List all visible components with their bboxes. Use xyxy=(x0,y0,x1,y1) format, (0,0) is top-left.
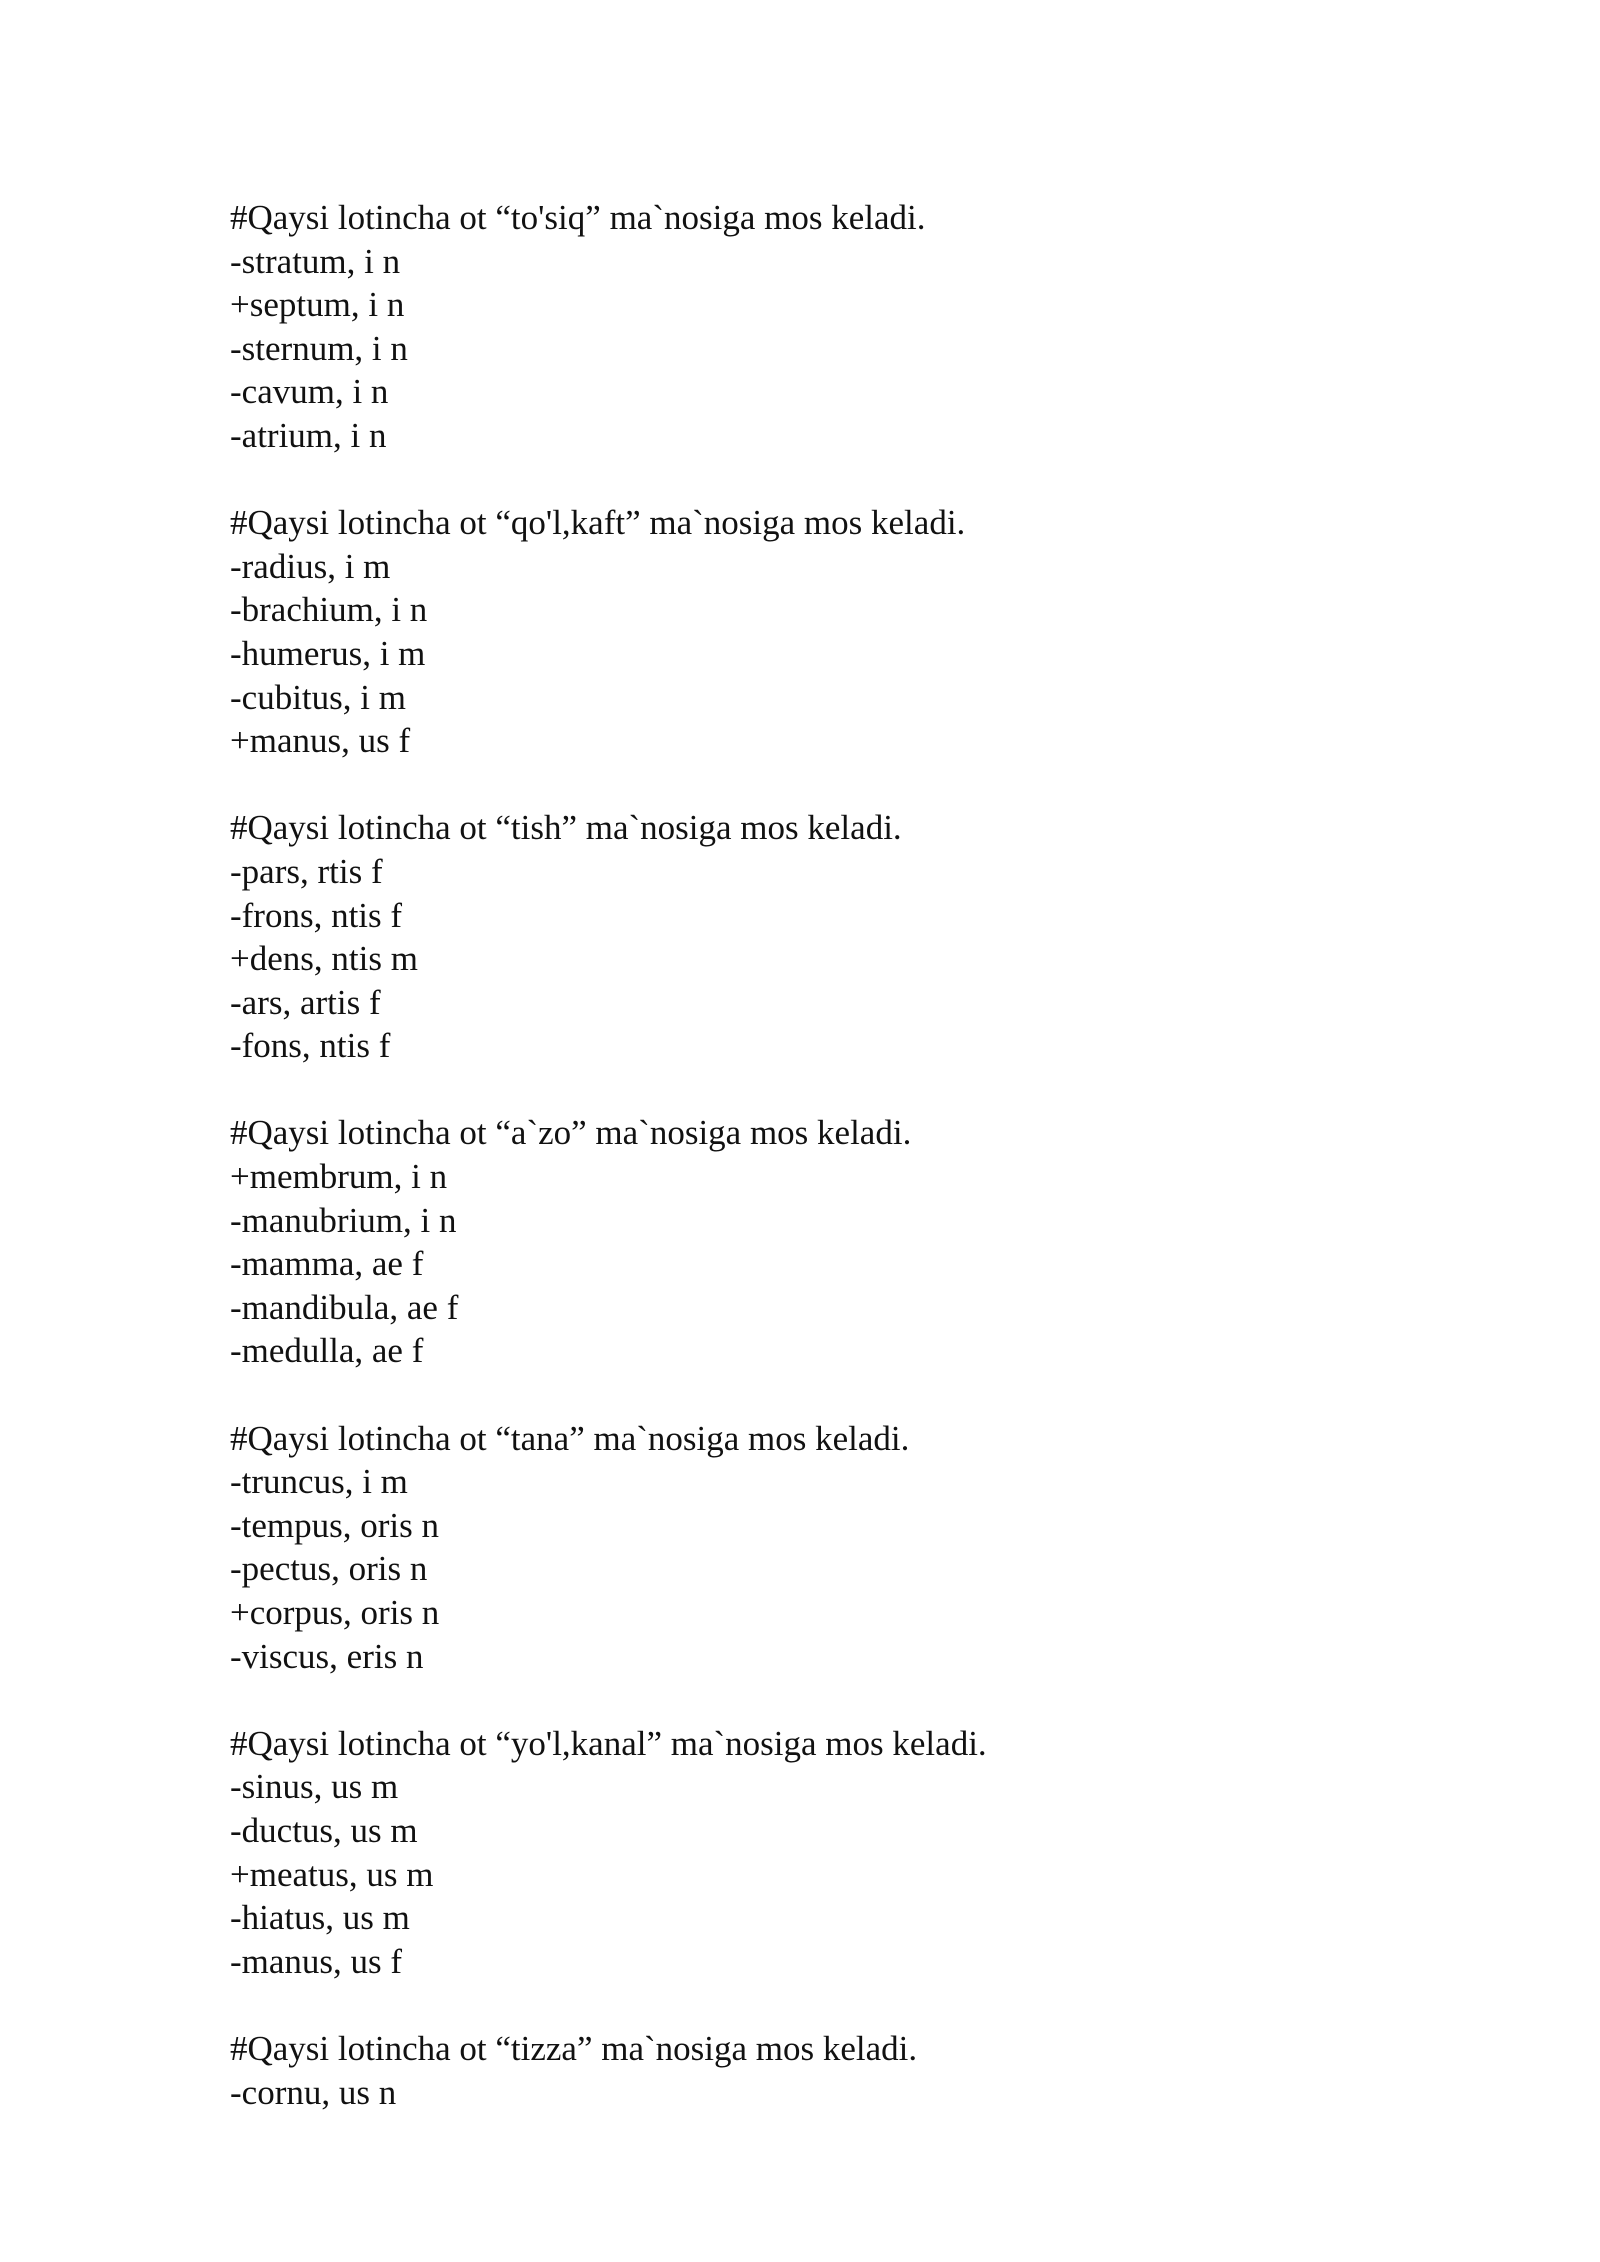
question-text: #Qaysi lotincha ot “to'siq” ma`nosiga mos keladi. xyxy=(230,198,926,237)
answer-option: -sinus, us m xyxy=(230,1767,399,1807)
answer-option: -pectus, oris n xyxy=(230,1549,428,1589)
answer-option: +septum, i n xyxy=(230,285,405,325)
question-block xyxy=(230,1111,1430,1373)
question-text: #Qaysi lotincha ot “tizza” ma`nosiga mos keladi. xyxy=(230,2028,918,2068)
answer-option: -mamma, ae f xyxy=(230,1244,424,1284)
question-text: #Qaysi lotincha ot “tana” ma`nosiga mos keladi. xyxy=(230,1418,910,1458)
answer-option: +membrum, i n xyxy=(230,1157,448,1197)
question-text: #Qaysi lotincha ot “a`zo” ma`nosiga mos keladi. xyxy=(230,1113,912,1153)
answer-option: -stratum, i n xyxy=(230,241,401,281)
answer-option: -cornu, us n xyxy=(230,2072,397,2112)
question-block xyxy=(230,1417,1430,1679)
question-text: #Qaysi lotincha ot “tish” ma`nosiga mos keladi. xyxy=(230,808,902,848)
answer-option: -cubitus, i m xyxy=(230,677,406,717)
question-block xyxy=(230,1722,1430,1984)
answer-option: -medulla, ae f xyxy=(230,1331,424,1371)
question-text: #Qaysi lotincha ot “qo'l,kaft” ma`nosiga mos keladi. xyxy=(230,503,966,543)
answer-option: -manus, us f xyxy=(230,1941,403,1981)
answer-option: -radius, i m xyxy=(230,546,391,586)
answer-option: -atrium, i n xyxy=(230,415,387,455)
answer-option: -frons, ntis f xyxy=(230,895,403,935)
answer-option: -manubrium, i n xyxy=(230,1200,457,1240)
question-block xyxy=(230,196,1430,458)
answer-option: -mandibula, ae f xyxy=(230,1287,459,1327)
answer-option: +dens, ntis m xyxy=(230,939,418,979)
question-text: #Qaysi lotincha ot “yo'l,kanal” ma`nosiga mos keladi. xyxy=(230,1723,987,1763)
answer-option: -cavum, i n xyxy=(230,372,389,412)
answer-option: -hiatus, us m xyxy=(230,1898,410,1938)
answer-option: -fons, ntis f xyxy=(230,1026,391,1066)
answer-option: -brachium, i n xyxy=(230,590,428,630)
answer-option: -ductus, us m xyxy=(230,1810,418,1850)
question-block xyxy=(230,2027,1430,2114)
document-page xyxy=(230,196,1430,2158)
answer-option: +manus, us f xyxy=(230,721,411,761)
answer-option: -truncus, i m xyxy=(230,1462,408,1502)
answer-option: -ars, artis f xyxy=(230,982,381,1022)
answer-option: +corpus, oris n xyxy=(230,1593,440,1632)
answer-option: -sternum, i n xyxy=(230,328,408,368)
question-block xyxy=(230,806,1430,1068)
answer-option: -viscus, eris n xyxy=(230,1636,424,1676)
answer-option: -pars, rtis f xyxy=(230,851,383,891)
answer-option: -tempus, oris n xyxy=(230,1505,440,1545)
answer-option: +meatus, us m xyxy=(230,1854,434,1894)
answer-option: -humerus, i m xyxy=(230,633,426,673)
question-block xyxy=(230,501,1430,763)
